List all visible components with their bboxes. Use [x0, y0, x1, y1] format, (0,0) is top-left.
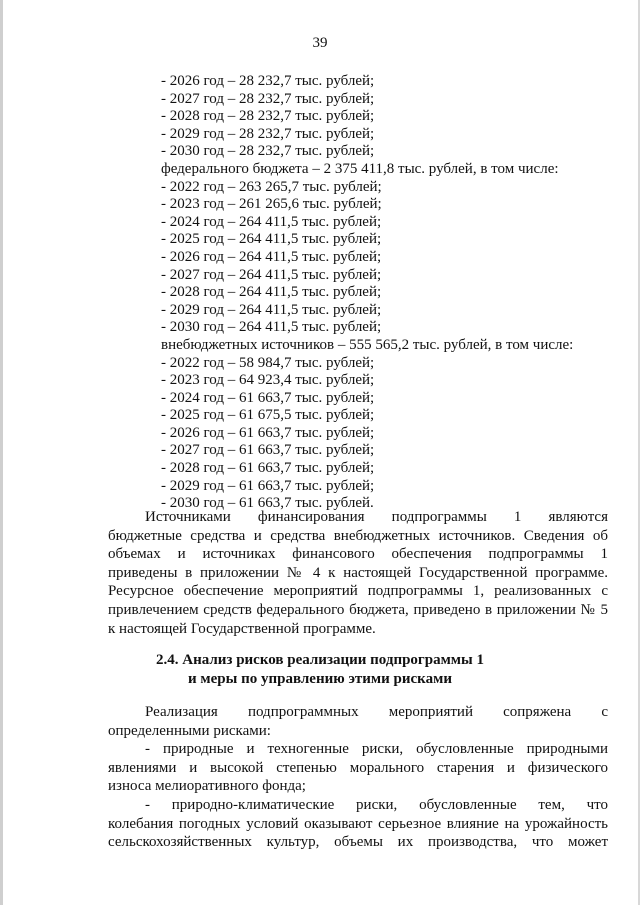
- list-line: - 2028 год – 28 232,7 тыс. рублей;: [161, 108, 375, 125]
- paragraph-line: Ресурсное обеспечение мероприятий подпрограммы 1, реализованных с: [108, 583, 608, 600]
- list-line: - 2023 год – 64 923,4 тыс. рублей;: [161, 372, 375, 389]
- paragraph-line: колебания погодных условий оказывают серьезное влияние на урожайность: [108, 815, 608, 832]
- paragraph-line: бюджетные средства и средства внебюджетных источников. Сведения об: [108, 527, 608, 544]
- list-line: - 2024 год – 264 411,5 тыс. рублей;: [161, 213, 382, 230]
- page-number: 39: [312, 35, 328, 51]
- paragraph-line: определенными рисками:: [108, 722, 271, 739]
- list-line: - 2027 год – 28 232,7 тыс. рублей;: [161, 90, 375, 107]
- risks-paragraph: [108, 703, 608, 852]
- list-line: - 2026 год – 61 663,7 тыс. рублей;: [161, 424, 375, 441]
- heading-line: и меры по управлению этими рисками: [188, 671, 452, 687]
- paragraph-line: к настоящей Государственной программе.: [108, 620, 376, 637]
- list-line: - 2026 год – 28 232,7 тыс. рублей;: [161, 73, 375, 89]
- list-line: внебюджетных источников – 555 565,2 тыс. рублей, в том числе:: [161, 336, 574, 353]
- paragraph-line: - природные и техногенные риски, обусловленные природными: [145, 741, 608, 758]
- list-line: - 2026 год – 264 411,5 тыс. рублей;: [161, 248, 382, 265]
- paragraph-line: - природно-климатические риски, обусловленные тем, что: [145, 796, 608, 813]
- paragraph-line: приведены в приложении № 4 к настоящей Государственной программе.: [108, 564, 608, 581]
- paragraph-line: износа мелиоративного фонда;: [108, 778, 306, 795]
- list-line: - 2030 год – 264 411,5 тыс. рублей;: [161, 319, 382, 336]
- funding-sources-paragraph: [108, 508, 608, 638]
- list-line: - 2029 год – 28 232,7 тыс. рублей;: [161, 125, 375, 142]
- list-line: - 2029 год – 61 663,7 тыс. рублей;: [161, 477, 375, 494]
- list-line: - 2025 год – 61 675,5 тыс. рублей;: [161, 407, 375, 424]
- list-line: - 2030 год – 28 232,7 тыс. рублей;: [161, 143, 375, 160]
- list-line: - 2027 год – 61 663,7 тыс. рублей;: [161, 442, 375, 459]
- list-line: - 2023 год – 261 265,6 тыс. рублей;: [161, 196, 382, 213]
- list-line: - 2024 год – 61 663,7 тыс. рублей;: [161, 389, 375, 406]
- paragraph-line: привлечением средств федерального бюджета, приведено в приложении № 5: [108, 601, 608, 618]
- paragraph-line: Источниками финансирования подпрограммы 1 являются: [145, 509, 608, 525]
- list-line: - 2029 год – 264 411,5 тыс. рублей;: [161, 301, 382, 318]
- heading-line: 2.4. Анализ рисков реализации подпрограммы 1: [156, 652, 484, 668]
- list-line: - 2022 год – 263 265,7 тыс. рублей;: [161, 178, 382, 195]
- funding-list: [161, 73, 573, 513]
- list-line: - 2030 год – 61 663,7 тыс. рублей.: [161, 495, 374, 512]
- paragraph-line: Реализация подпрограммных мероприятий сопряжена с: [145, 704, 608, 720]
- page-edge-left: [0, 0, 3, 905]
- list-line: - 2025 год – 264 411,5 тыс. рублей;: [161, 231, 382, 248]
- list-line: - 2028 год – 264 411,5 тыс. рублей;: [161, 284, 382, 301]
- list-line: - 2028 год – 61 663,7 тыс. рублей;: [161, 460, 375, 477]
- paragraph-line: явлениями и высокой степенью морального старения и физического: [108, 759, 608, 776]
- list-line: федерального бюджета – 2 375 411,8 тыс. рублей, в том числе:: [161, 160, 559, 177]
- list-line: - 2022 год – 58 984,7 тыс. рублей;: [161, 354, 375, 371]
- paragraph-line: объемах и источниках финансового обеспечения подпрограммы 1: [108, 546, 608, 563]
- section-heading: [0, 651, 640, 689]
- list-line: - 2027 год – 264 411,5 тыс. рублей;: [161, 266, 382, 283]
- paragraph-line: сельскохозяйственных культур, объемы их производства, что может: [108, 834, 608, 851]
